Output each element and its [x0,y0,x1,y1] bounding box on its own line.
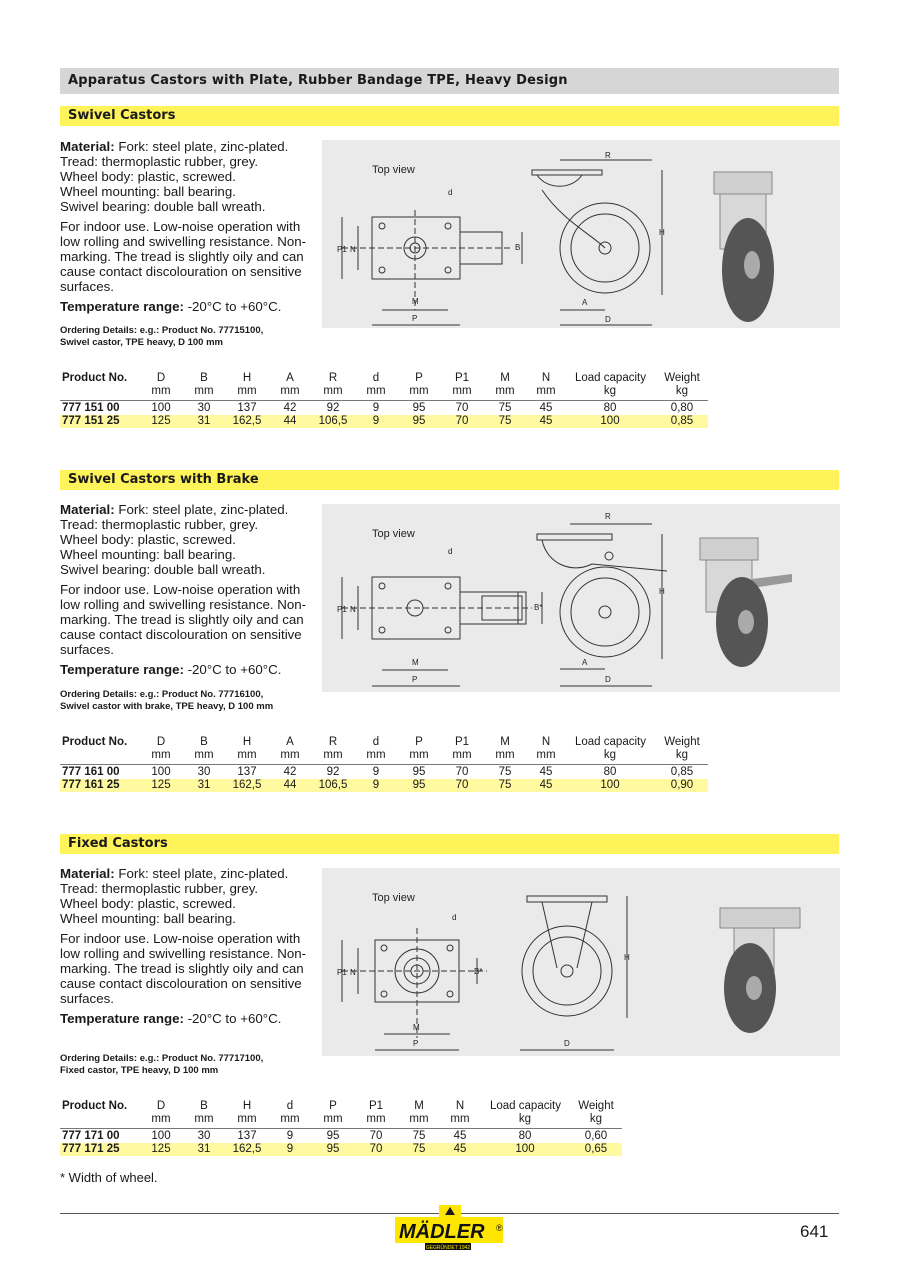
svg-text:H: H [659,587,665,596]
svg-text:N: N [350,245,356,254]
page-title: Apparatus Castors with Plate, Rubber Bandage TPE, Heavy Design [68,73,568,88]
svg-text:M: M [413,1023,420,1032]
desc-line: Wheel body: plastic, screwed. [60,169,236,184]
svg-text:M: M [412,658,419,667]
svg-text:d: d [448,547,453,556]
product-table-brake: Product No. D B H A R d P P1 M N Load capacity Weight mm mm mm mm mm mm mm mm mm mm kg kg 777 161 00 100 30 137 42 92 9 95 70 75 45 80 0,85 777 161 25 125 31 162,5 44 106,5 9 95 70 75 45 100 0,90 [60,736,710,796]
technical-drawing-fixed [322,868,840,1056]
svg-text:H: H [624,953,630,962]
founded-text: GEGRÜNDET 1942 [425,1245,471,1251]
svg-text:N: N [350,605,356,614]
footnote: * Width of wheel. [60,1170,158,1185]
use-text: For indoor use. Low-noise operation with low rolling and swivelling resistance. Non-marking. The tread is slightly oily and can cause contact discolouration on sensitive surfaces. [60,219,307,294]
registered-mark: ® [496,1223,503,1233]
ordering-details: Ordering Details: e.g.: Product No. 77717100, Fixed castor, TPE heavy, D 100 mm [60,1053,264,1076]
svg-text:d: d [452,913,457,922]
svg-text:D: D [605,315,611,324]
page-header-bar [60,68,839,94]
svg-text:P: P [412,675,418,684]
desc-line: Wheel mounting: ball bearing. [60,184,236,199]
technical-drawing-swivel [322,140,840,328]
section-title-bar-brake [60,470,839,490]
section-description [60,139,310,319]
svg-text:P1: P1 [337,605,347,614]
ordering-details: Ordering Details: e.g.: Product No. 77716100, Swivel castor with brake, TPE heavy, D 100 mm [60,689,274,712]
svg-text:P1: P1 [337,245,347,254]
section-title: Fixed Castors [68,836,168,851]
svg-text:P: P [412,314,418,323]
material-label: Material: [60,139,115,154]
svg-text:D: D [605,675,611,684]
desc-line: Swivel bearing: double ball wreath. [60,199,266,214]
temp-label: Temperature range: [60,299,184,314]
svg-text:d: d [448,188,453,197]
section-title-bar-swivel [60,106,839,126]
material-text: Fork: steel plate, zinc-plated. [114,139,289,154]
temp-value: -20°C to +60°C. [183,299,282,314]
top-view-label: Top view [372,892,415,904]
page-number: 641 [800,1222,829,1241]
table-row: 777 161 00 100 30 137 42 92 9 95 70 75 45 80 0,85 [62,766,694,778]
ordering-details: Ordering Details: e.g.: Product No. 77715100, Swivel castor, TPE heavy, D 100 mm [60,325,264,348]
svg-text:B*: B* [474,967,483,976]
table-row: 777 151 00 100 30 137 42 92 9 95 70 75 45 80 0,80 [62,402,694,414]
svg-text:M: M [412,297,419,306]
desc-line: Tread: thermoplastic rubber, grey. [60,154,259,169]
section-title: Swivel Castors [68,108,176,123]
svg-text:P1: P1 [337,968,347,977]
svg-text:R: R [605,512,611,521]
svg-text:B*: B* [534,603,543,612]
table-row: 777 161 25 125 31 162,5 44 106,5 9 95 70 75 45 100 0,90 [60,779,708,792]
product-table-swivel: Product No. D B H A R d P P1 M N Load capacity Weight mm mm mm mm mm mm mm mm mm mm kg kg 777 151 00 100 30 137 42 92 9 95 70 75 45 80 0,80 777 151 25 125 31 162,5 44 106,5 9 95 70 75 45 100 0,85 [60,372,710,432]
svg-text:N: N [350,968,356,977]
section-description: Material: Fork: steel plate, zinc-plated. Tread: thermoplastic rubber, grey. Wheel body: plastic, screwed. Wheel mounting: ball bearing. Swivel bearing: double ball wreath. For indoor use. Low-noise operation with low rolling and swivelling resistance. Non-marking. The tread is slightly oily and can cause contact discolouration on sensitive surfaces. Temperature range: -20°C to +60°C. [60,502,307,677]
section-description: Material: Fork: steel plate, zinc-plated. Tread: thermoplastic rubber, grey. Wheel body: plastic, screwed. Wheel mounting: ball bearing. For indoor use. Low-noise operation with low rolling and swivelling resistance. Non-marking. The tread is slightly oily and can cause contact discolouration on sensitive surfaces. Temperature range: -20°C to +60°C. [60,866,307,1026]
svg-text:A: A [582,658,588,667]
table-row: 777 171 00 100 30 137 9 95 70 75 45 80 0,60 [62,1130,608,1142]
brand-name: MÄDLER [399,1221,485,1243]
svg-text:D: D [564,1039,570,1048]
section-title: Swivel Castors with Brake [68,472,259,487]
top-view-label: Top view [372,164,415,176]
product-table-fixed: Product No. D B H d P P1 M N Load capacity Weight mm mm mm mm mm mm mm mm kg kg 777 171 00 100 30 137 9 95 70 75 45 80 0,60 777 171 25 125 31 162,5 9 95 70 75 45 100 0,65 [60,1100,630,1160]
technical-drawing-brake [322,504,840,692]
brand-logo [393,1205,505,1251]
table-row: 777 171 25 125 31 162,5 9 95 70 75 45 100 0,65 [60,1143,622,1156]
section-title-bar-fixed [60,834,839,854]
svg-text:P: P [413,1039,419,1048]
svg-text:B: B [515,243,521,252]
svg-text:H: H [659,228,665,237]
table-row: 777 151 25 125 31 162,5 44 106,5 9 95 70 75 45 100 0,85 [60,415,708,428]
top-view-label: Top view [372,528,415,540]
svg-text:R: R [605,151,611,160]
svg-text:A: A [582,298,588,307]
